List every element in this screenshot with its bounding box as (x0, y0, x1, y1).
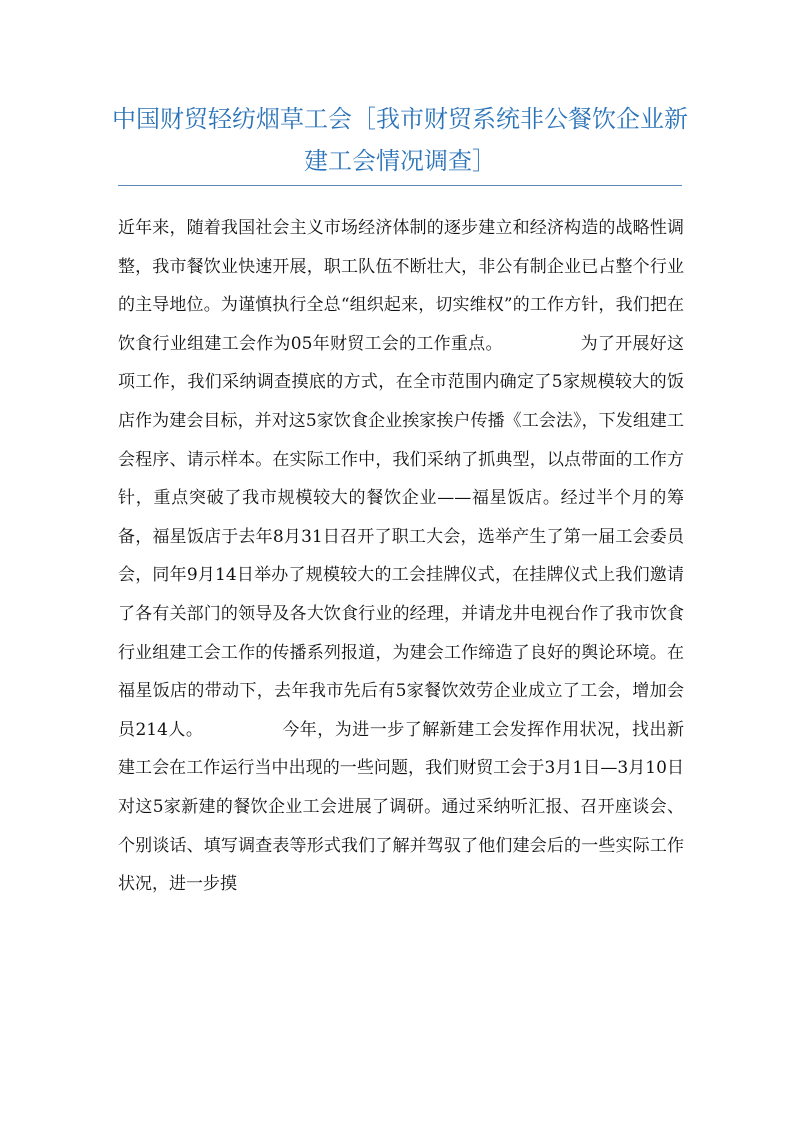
document-body: 近年来，随着我国社会主义市场经济体制的逐步建立和经济构造的战略性调整，我市餐饮业快速开展，职工队伍不断壮大，非公有制企业已占整个行业的主导地位。为谨慎执行全总“组织起来，切实维权”的工作方针，我们把在饮食行业组建工会作为05年财贸工会的工作重点。 为了开展好这项工作，我们采纳调查摸底的方式，在全市范围内确定了5家规模较大的饭店作为建会目标，并对这5家饮食企业挨家挨户传播《工会法》，下发组建工会程序、请示样本。在实际工作中，我们采纳了抓典型，以点带面的工作方针，重点突破了我市规模较大的餐饮企业——福星饭店。经过半个月的筹备，福星饭店于去年8月31日召开了职工大会，选举产生了第一届工会委员会，同年9月14日举办了规模较大的工会挂牌仪式，在挂牌仪式上我们邀请了各有关部门的领导及各大饮食行业的经理，并请龙井电视台作了我市饮食行业组建工会工作的传播系列报道，为建会工作缔造了良好的舆论环境。在福星饭店的带动下，去年我市先后有5家餐饮效劳企业成立了工会，增加会员214人。 今年，为进一步了解新建工会发挥作用状况，找出新建工会在工作运行当中出现的一些问题，我们财贸工会于3月1日—3月10日对这5家新建的餐饮企业工会进展了调研。通过采纳听汇报、召开座谈会、个别谈话、填写调查表等形式我们了解并驾驭了他们建会后的一些实际工作状况，进一步摸 (118, 218, 684, 895)
document-title: 中国财贸轻纺烟草工会［我市财贸系统非公餐饮企业新建工会情况调查］ (112, 105, 688, 175)
title-divider (118, 185, 682, 186)
